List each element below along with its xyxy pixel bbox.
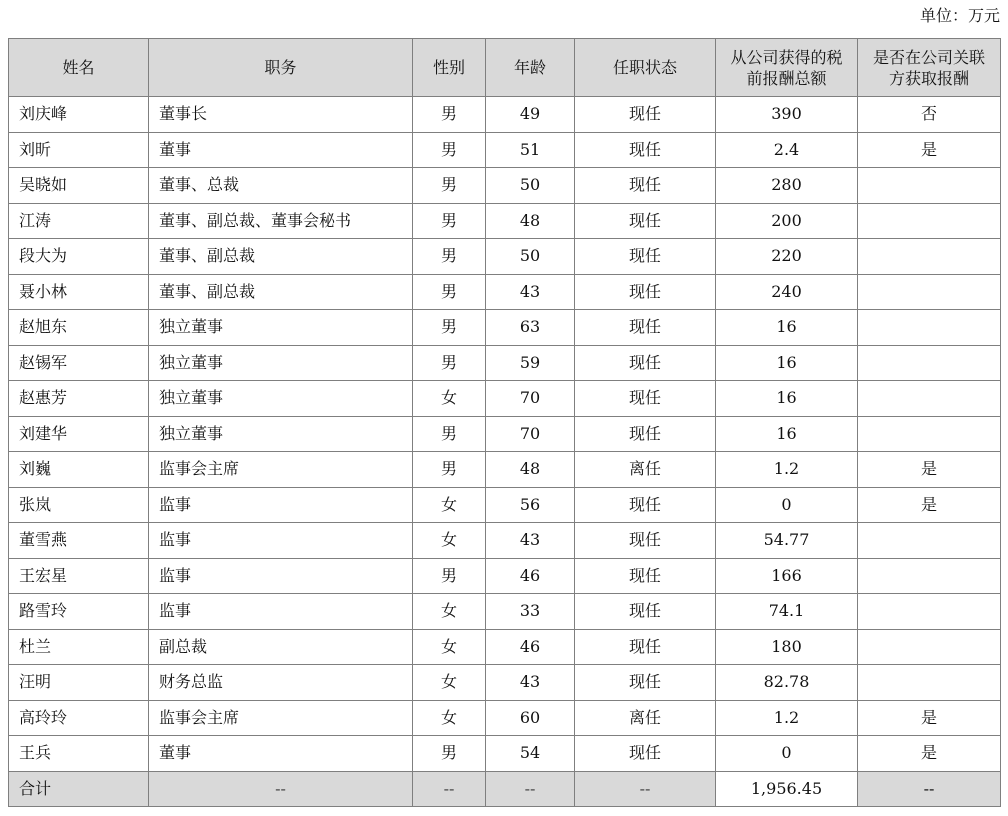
cell-pay: 0 [716,487,858,523]
cell-name: 王宏星 [9,558,149,594]
cell-title: 独立董事 [149,381,413,417]
header-name: 姓名 [9,39,149,97]
cell-status: 现任 [575,310,716,346]
cell-title: 监事 [149,558,413,594]
cell-age: 60 [486,700,575,736]
total-related: -- [858,771,1001,807]
cell-pay: 166 [716,558,858,594]
cell-gender: 女 [413,665,486,701]
cell-name: 刘建华 [9,416,149,452]
cell-status: 离任 [575,452,716,488]
cell-status: 现任 [575,629,716,665]
cell-status: 现任 [575,239,716,275]
cell-age: 46 [486,558,575,594]
table-row [9,97,1001,133]
cell-title: 独立董事 [149,345,413,381]
table-row [9,629,1001,665]
cell-status: 现任 [575,736,716,772]
cell-name: 赵旭东 [9,310,149,346]
cell-pay: 16 [716,381,858,417]
cell-name: 王兵 [9,736,149,772]
cell-pay: 1.2 [716,700,858,736]
cell-related [858,381,1001,417]
cell-related [858,274,1001,310]
table-row [9,345,1001,381]
cell-name: 赵锡军 [9,345,149,381]
cell-name: 刘昕 [9,132,149,168]
table-row [9,594,1001,630]
cell-age: 59 [486,345,575,381]
cell-gender: 男 [413,203,486,239]
total-age: -- [486,771,575,807]
cell-related [858,416,1001,452]
cell-related [858,594,1001,630]
cell-title: 监事 [149,487,413,523]
cell-age: 48 [486,452,575,488]
cell-related [858,558,1001,594]
cell-related [858,523,1001,559]
cell-name: 赵惠芳 [9,381,149,417]
cell-status: 现任 [575,132,716,168]
cell-pay: 220 [716,239,858,275]
cell-age: 43 [486,523,575,559]
cell-name: 高玲玲 [9,700,149,736]
cell-related [858,168,1001,204]
cell-title: 监事会主席 [149,700,413,736]
cell-gender: 男 [413,452,486,488]
cell-status: 现任 [575,523,716,559]
cell-pay: 180 [716,629,858,665]
cell-pay: 54.77 [716,523,858,559]
cell-gender: 男 [413,132,486,168]
cell-title: 董事、副总裁 [149,239,413,275]
header-gender: 性别 [413,39,486,97]
cell-status: 现任 [575,487,716,523]
cell-gender: 男 [413,310,486,346]
cell-pay: 16 [716,416,858,452]
cell-title: 董事、总裁 [149,168,413,204]
cell-pay: 390 [716,97,858,133]
cell-status: 现任 [575,416,716,452]
cell-age: 43 [486,665,575,701]
cell-pay: 16 [716,310,858,346]
cell-name: 段大为 [9,239,149,275]
cell-gender: 女 [413,700,486,736]
cell-age: 51 [486,132,575,168]
cell-related [858,345,1001,381]
cell-title: 财务总监 [149,665,413,701]
cell-status: 现任 [575,97,716,133]
total-row [9,771,1001,807]
cell-status: 现任 [575,345,716,381]
cell-title: 独立董事 [149,416,413,452]
cell-age: 43 [486,274,575,310]
cell-pay: 1.2 [716,452,858,488]
total-status: -- [575,771,716,807]
table-body [9,97,1001,772]
cell-related: 是 [858,132,1001,168]
cell-name: 聂小林 [9,274,149,310]
total-pay: 1,956.45 [716,771,858,807]
cell-related [858,665,1001,701]
cell-title: 董事 [149,736,413,772]
cell-gender: 女 [413,381,486,417]
cell-gender: 女 [413,487,486,523]
cell-title: 董事长 [149,97,413,133]
cell-pay: 2.4 [716,132,858,168]
cell-pay: 74.1 [716,594,858,630]
total-gender: -- [413,771,486,807]
cell-pay: 240 [716,274,858,310]
table-row [9,274,1001,310]
cell-pay: 16 [716,345,858,381]
cell-age: 70 [486,416,575,452]
cell-name: 杜兰 [9,629,149,665]
cell-gender: 男 [413,274,486,310]
cell-title: 监事 [149,594,413,630]
cell-title: 董事、副总裁、董事会秘书 [149,203,413,239]
cell-age: 63 [486,310,575,346]
cell-status: 现任 [575,381,716,417]
table-row [9,381,1001,417]
cell-status: 现任 [575,274,716,310]
cell-gender: 女 [413,594,486,630]
cell-age: 50 [486,239,575,275]
table-row [9,168,1001,204]
cell-gender: 男 [413,239,486,275]
table-row [9,523,1001,559]
cell-status: 现任 [575,665,716,701]
cell-name: 董雪燕 [9,523,149,559]
cell-pay: 200 [716,203,858,239]
cell-related [858,629,1001,665]
table-row [9,310,1001,346]
cell-age: 48 [486,203,575,239]
cell-age: 54 [486,736,575,772]
cell-age: 33 [486,594,575,630]
cell-gender: 女 [413,523,486,559]
cell-title: 董事、副总裁 [149,274,413,310]
table-row [9,665,1001,701]
cell-age: 70 [486,381,575,417]
cell-gender: 男 [413,416,486,452]
compensation-table [8,38,1001,807]
table-row [9,203,1001,239]
cell-status: 现任 [575,168,716,204]
cell-related [858,239,1001,275]
total-title: -- [149,771,413,807]
cell-name: 张岚 [9,487,149,523]
cell-name: 路雪玲 [9,594,149,630]
table-header-row [9,39,1001,97]
table-row [9,558,1001,594]
header-age: 年龄 [486,39,575,97]
cell-status: 离任 [575,700,716,736]
header-title: 职务 [149,39,413,97]
header-related: 是否在公司关联方获取报酬 [858,39,1001,97]
table-row [9,736,1001,772]
cell-pay: 0 [716,736,858,772]
cell-pay: 280 [716,168,858,204]
cell-name: 吴晓如 [9,168,149,204]
cell-title: 董事 [149,132,413,168]
cell-status: 现任 [575,203,716,239]
cell-age: 56 [486,487,575,523]
cell-pay: 82.78 [716,665,858,701]
cell-related [858,203,1001,239]
cell-related: 否 [858,97,1001,133]
cell-name: 汪明 [9,665,149,701]
cell-title: 独立董事 [149,310,413,346]
cell-status: 现任 [575,558,716,594]
unit-label: 单位：万元 [919,6,1000,25]
cell-related [858,310,1001,346]
cell-gender: 男 [413,97,486,133]
table-row [9,452,1001,488]
cell-title: 监事会主席 [149,452,413,488]
cell-title: 副总裁 [149,629,413,665]
table-row [9,239,1001,275]
cell-name: 刘巍 [9,452,149,488]
total-label: 合计 [9,771,149,807]
header-status: 任职状态 [575,39,716,97]
cell-related: 是 [858,736,1001,772]
table-row [9,700,1001,736]
table-row [9,132,1001,168]
cell-related: 是 [858,452,1001,488]
cell-age: 49 [486,97,575,133]
cell-related: 是 [858,487,1001,523]
cell-related: 是 [858,700,1001,736]
table-row [9,487,1001,523]
cell-age: 46 [486,629,575,665]
cell-title: 监事 [149,523,413,559]
cell-status: 现任 [575,594,716,630]
cell-name: 刘庆峰 [9,97,149,133]
cell-gender: 男 [413,558,486,594]
cell-name: 江涛 [9,203,149,239]
cell-gender: 女 [413,629,486,665]
cell-gender: 男 [413,736,486,772]
table-row [9,416,1001,452]
cell-gender: 男 [413,168,486,204]
header-pay: 从公司获得的税前报酬总额 [716,39,858,97]
cell-age: 50 [486,168,575,204]
cell-gender: 男 [413,345,486,381]
